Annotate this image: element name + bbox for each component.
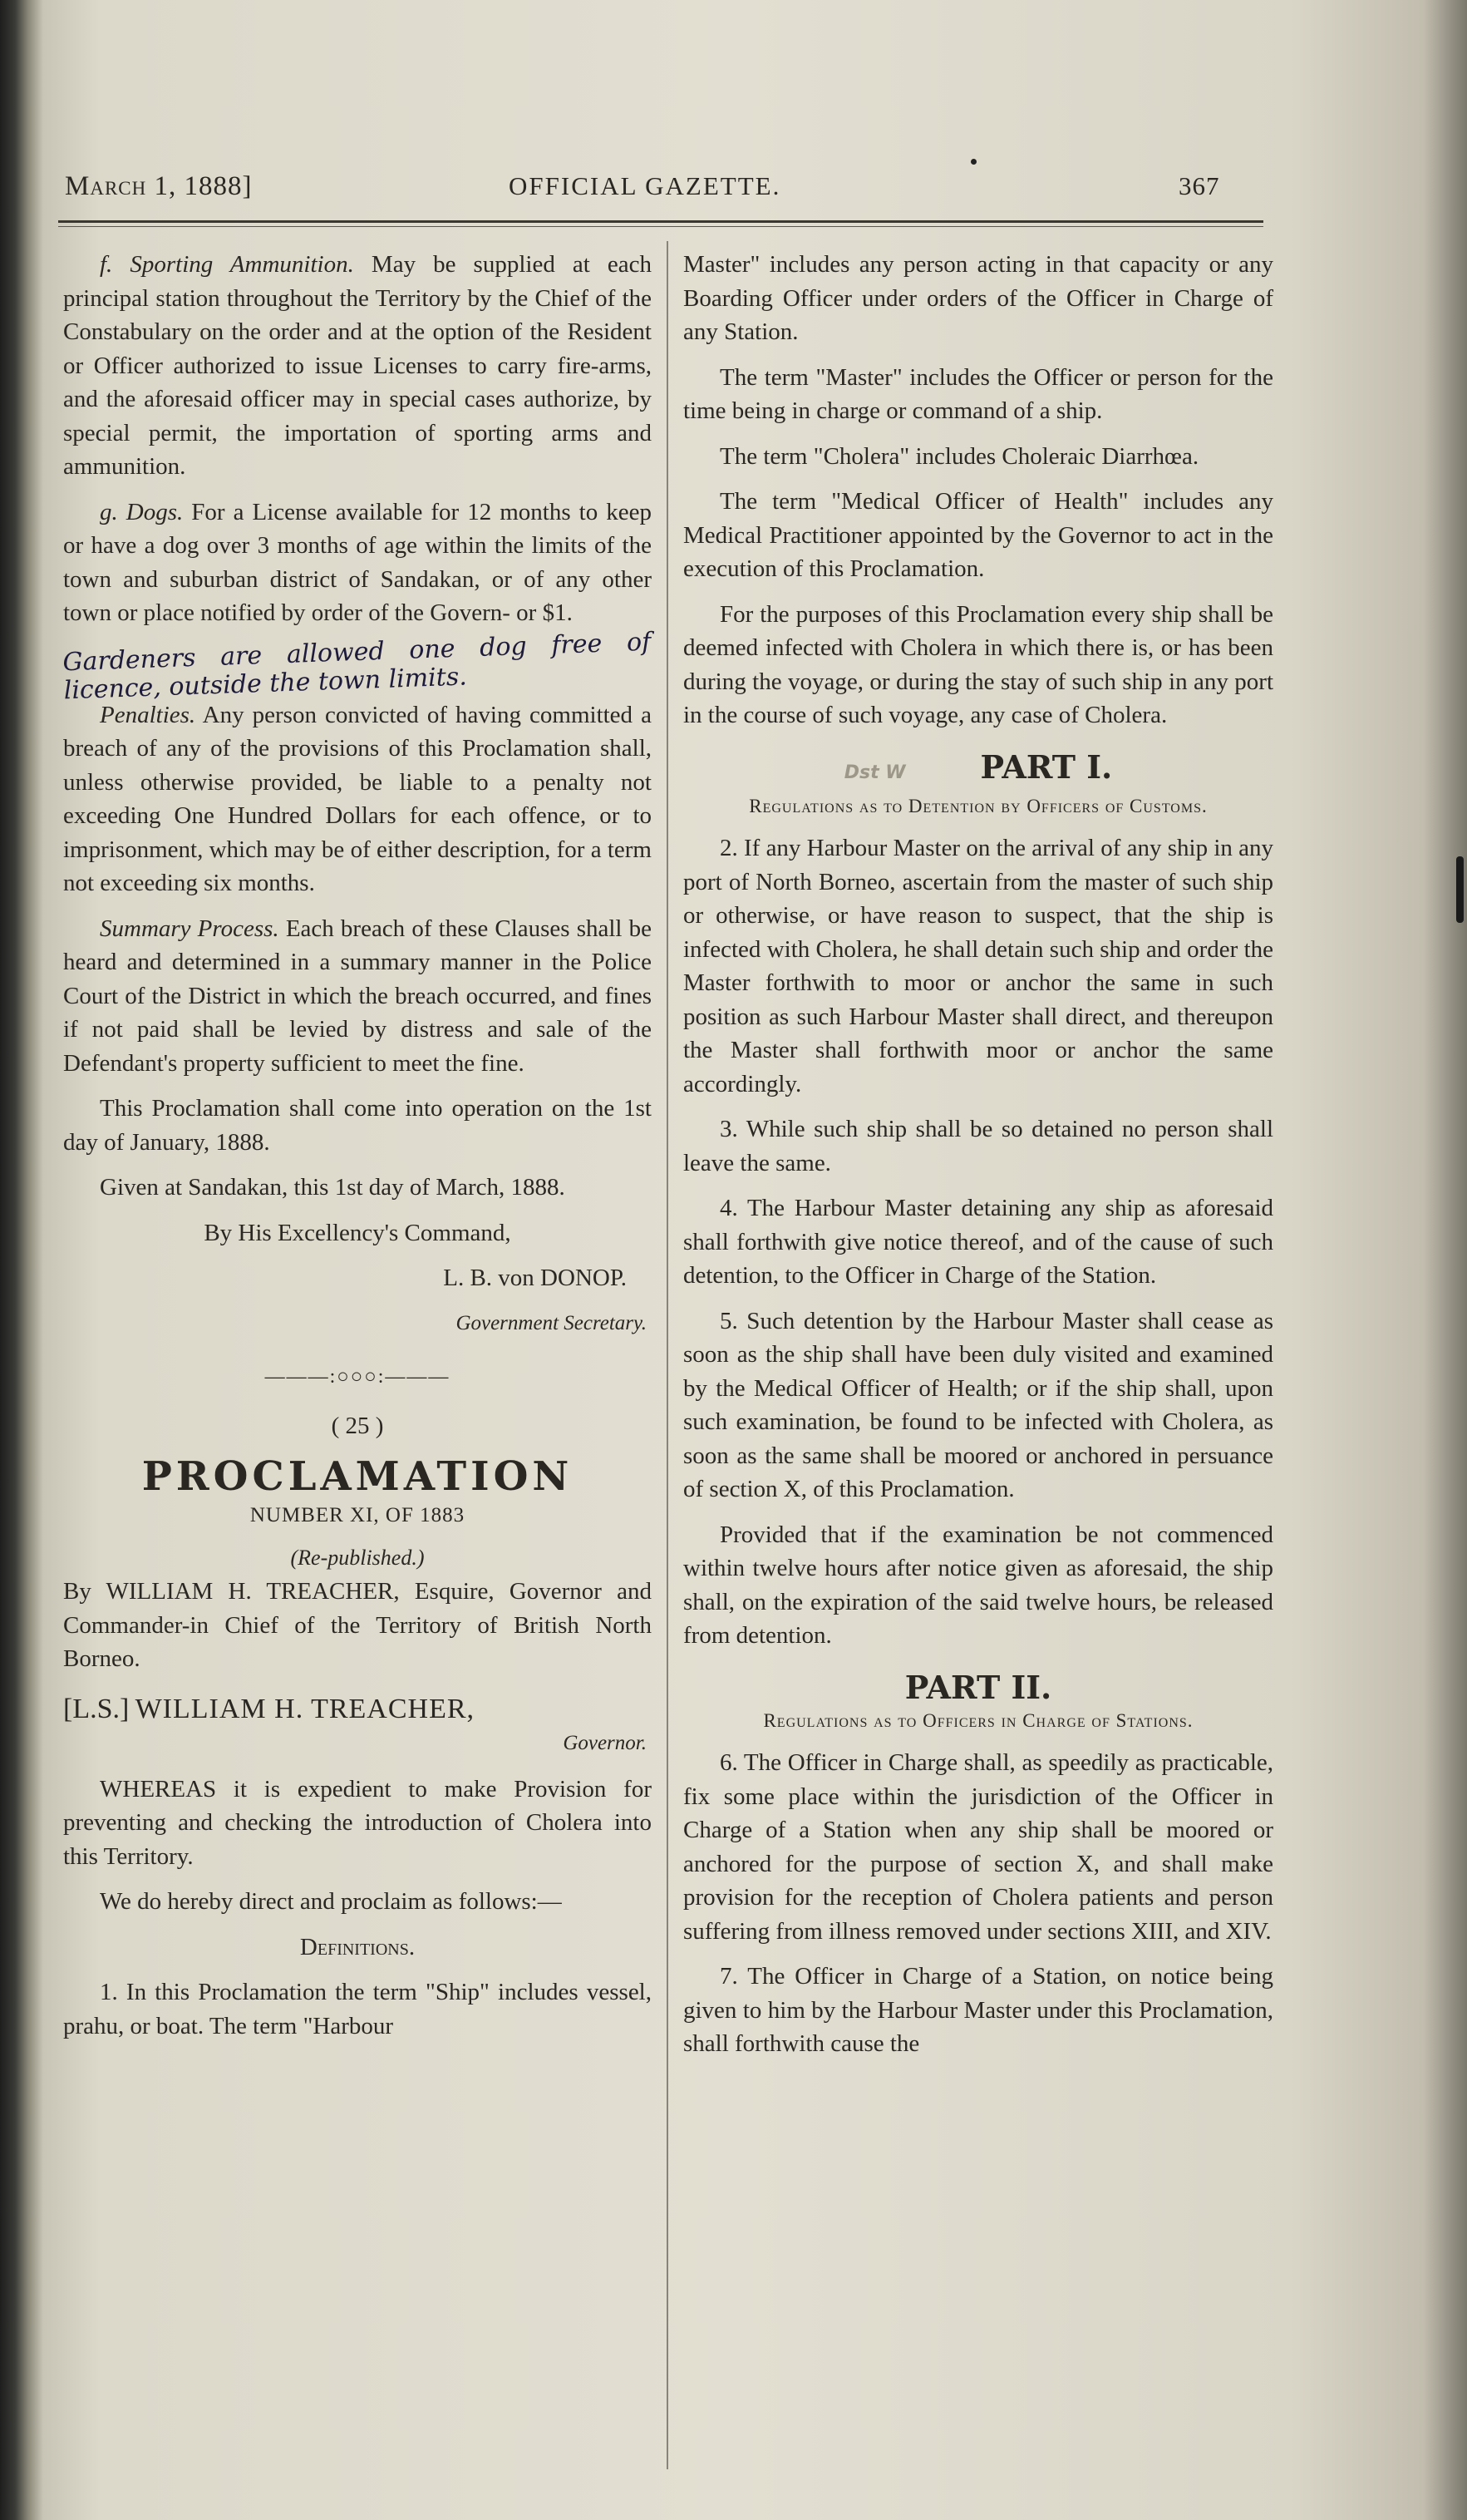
clause-g-heading: g. Dogs.: [100, 498, 184, 525]
definition-medical-officer: The term "Medical Officer of Health" includes any Medical Practitioner appointed by the Governor to act in the execution of this Proclamation.: [683, 488, 1273, 582]
infected-ship-paragraph: For the purposes of this Proclamation every ship shall be deemed infected with Cholera in which there is, or has been during the voyage, or during the stay of such ship in any port in the course of such voyage, any case of Cholera.: [683, 600, 1273, 728]
clause-f-text: May be supplied at each principal station throughout the Territory by the Chief of the Constabulary on the order and at the option of the Resident or Officer authorized to issue Licenses to carry fire-arms, and the aforesaid officer may in special cases authorize, by special permit, the importation of sporting arms and ammunition.: [63, 251, 652, 480]
operation-paragraph: This Proclamation shall come into operation on the 1st day of January, 1888.: [63, 1095, 652, 1156]
penalties-clause: [63, 698, 652, 900]
definitions-heading: Definitions.: [299, 1933, 416, 1960]
penalties-heading: Penalties.: [100, 701, 196, 728]
definition-harbour-master: Master" includes any person acting in that capacity or any Boarding Officer under orders of the Officer in Charge of any Station.: [683, 251, 1273, 345]
clause-g-text: For a License available for 12 months to keep or have a dog over 3 months of age within the limits of the town and suburban district of Sandakan, or of any other town or place notified by order of the Govern- or $1.: [63, 498, 652, 626]
whereas-paragraph: WHEREAS it is expedient to make Provision for preventing and checking the introduction of Cholera into this Territory.: [63, 1775, 652, 1870]
header-rule: [58, 220, 1263, 223]
seal-line: [63, 1693, 652, 1728]
summary-process-clause: [63, 912, 652, 1081]
proviso-paragraph: Provided that if the examination be not commenced within twelve hours after notice given as aforesaid, the ship shall, on the expiration of the said twelve hours, be released from detention.: [683, 1521, 1273, 1649]
handwritten-annotation: Gardeners are allowed one dog free of licence, outside the town limits.: [62, 627, 652, 705]
header-title: OFFICIAL GAZETTE.: [509, 171, 781, 200]
proclamation-title: PROCLAMATION: [141, 1453, 574, 1500]
clause-f-heading: f. Sporting Ammunition.: [100, 251, 354, 278]
page-number: 367: [1179, 171, 1220, 200]
governor-name: WILLIAM H. TREACHER,: [135, 1693, 475, 1724]
header-rule-thin: [58, 226, 1263, 227]
section-4: 4. The Harbour Master detaining any ship as aforesaid shall forthwith give notice thereof, and of the cause of such detention, to the Officer in Charge of the Station.: [683, 1195, 1273, 1289]
signatory: L. B. von DONOP.: [443, 1265, 627, 1291]
edge-mark: [1456, 856, 1464, 923]
part-2-heading: PART II.: [904, 1668, 1052, 1706]
part-1-subtitle: Regulations as to Detention by Officers of Customs.: [749, 796, 1208, 816]
column-divider: [667, 241, 668, 2469]
by-command: By His Excellency's Command,: [204, 1219, 511, 1246]
given-paragraph: Given at Sandakan, this 1st day of March, 1888.: [100, 1174, 565, 1201]
ink-dot: [971, 159, 977, 165]
ornament-divider: ———:○○○:———: [264, 1366, 450, 1388]
header-date: March 1, 1888]: [65, 171, 253, 201]
proclamation-number: ( 25 ): [331, 1412, 384, 1439]
left-column: [63, 248, 652, 2054]
governor-title: Governor.: [563, 1732, 647, 1754]
faint-stamp: Dst W: [844, 762, 906, 783]
part-1-title: PART I.: [980, 747, 1113, 786]
part-2-subtitle: Regulations as to Officers in Charge of Stations.: [763, 1710, 1194, 1731]
signatory-title: Government Secretary.: [455, 1311, 647, 1334]
definition-cholera: The term "Cholera" includes Choleraic Diarrhœa.: [720, 442, 1199, 470]
section-2: 2. If any Harbour Master on the arrival of any ship in any port of North Borneo, ascertain from the master of such ship or otherwise, or have reason to suspect, that the ship is infected with Cholera, he shall detain such ship and order the Master forthwith to moor or anchor the same in such position as such Harbour Master shall direct, and thereupon the Master shall forthwith moor or anchor the same accordingly.: [683, 835, 1273, 1097]
part-1-heading: [683, 747, 1273, 791]
proclamation-subtitle: NUMBER XI, OF 1883: [249, 1504, 465, 1526]
seal-label: [L.S.]: [63, 1693, 130, 1724]
definition-1: 1. In this Proclamation the term "Ship" includes vessel, prahu, or boat. The term "Harbour: [63, 1979, 652, 2039]
clause-g: [63, 496, 652, 630]
summary-process-heading: Summary Process.: [100, 915, 279, 942]
direct-paragraph: We do hereby direct and proclaim as follows:—: [100, 1888, 562, 1915]
section-5: 5. Such detention by the Harbour Master shall cease as soon as the ship shall have been duly visited and examined by the Medical Officer of Health; or if the ship shall, upon such examination, be found to be infected with Cholera, as soon as the same shall be moored or anchored in persuance of section X, of this Proclamation.: [683, 1307, 1273, 1502]
penalties-text: Any person convicted of having committed a breach of any of the provisions of this Proclamation shall, unless otherwise provided, be liable to a penalty not exceeding One Hundred Dollars for each offence, or to imprisonment, which may be of either description, for a term not exceeding six months.: [63, 701, 652, 896]
right-column: [683, 248, 1273, 2073]
definition-master: The term "Master" includes the Officer or person for the time being in charge or command of a ship.: [683, 363, 1273, 424]
section-3: 3. While such ship shall be so detained no person shall leave the same.: [683, 1116, 1273, 1176]
clause-f: [63, 248, 652, 484]
governor-preamble: By WILLIAM H. TREACHER, Esquire, Governor and Commander-in Chief of the Territory of British North Borneo.: [63, 1578, 652, 1672]
summary-process-text: Each breach of these Clauses shall be heard and determined in a summary manner in the Police Court of the District in which the breach occurred, and fines if not paid shall be levied by distress and sale of the Defendant's property sufficient to meet the fine.: [63, 915, 652, 1077]
republished-note: (Re-published.): [290, 1545, 425, 1570]
section-6: 6. The Officer in Charge shall, as speedily as practicable, fix some place within the jurisdiction of the Officer in Charge of a Station when any ship shall be moored or anchored for the purpose of section X, and shall make provision for the reception of Cholera patients and person suffering from illness removed under sections XIII, and XIV.: [683, 1749, 1273, 1945]
section-7: 7. The Officer in Charge of a Station, on notice being given to him by the Harbour Master under this Proclamation, shall forthwith cause the: [683, 1963, 1273, 2057]
